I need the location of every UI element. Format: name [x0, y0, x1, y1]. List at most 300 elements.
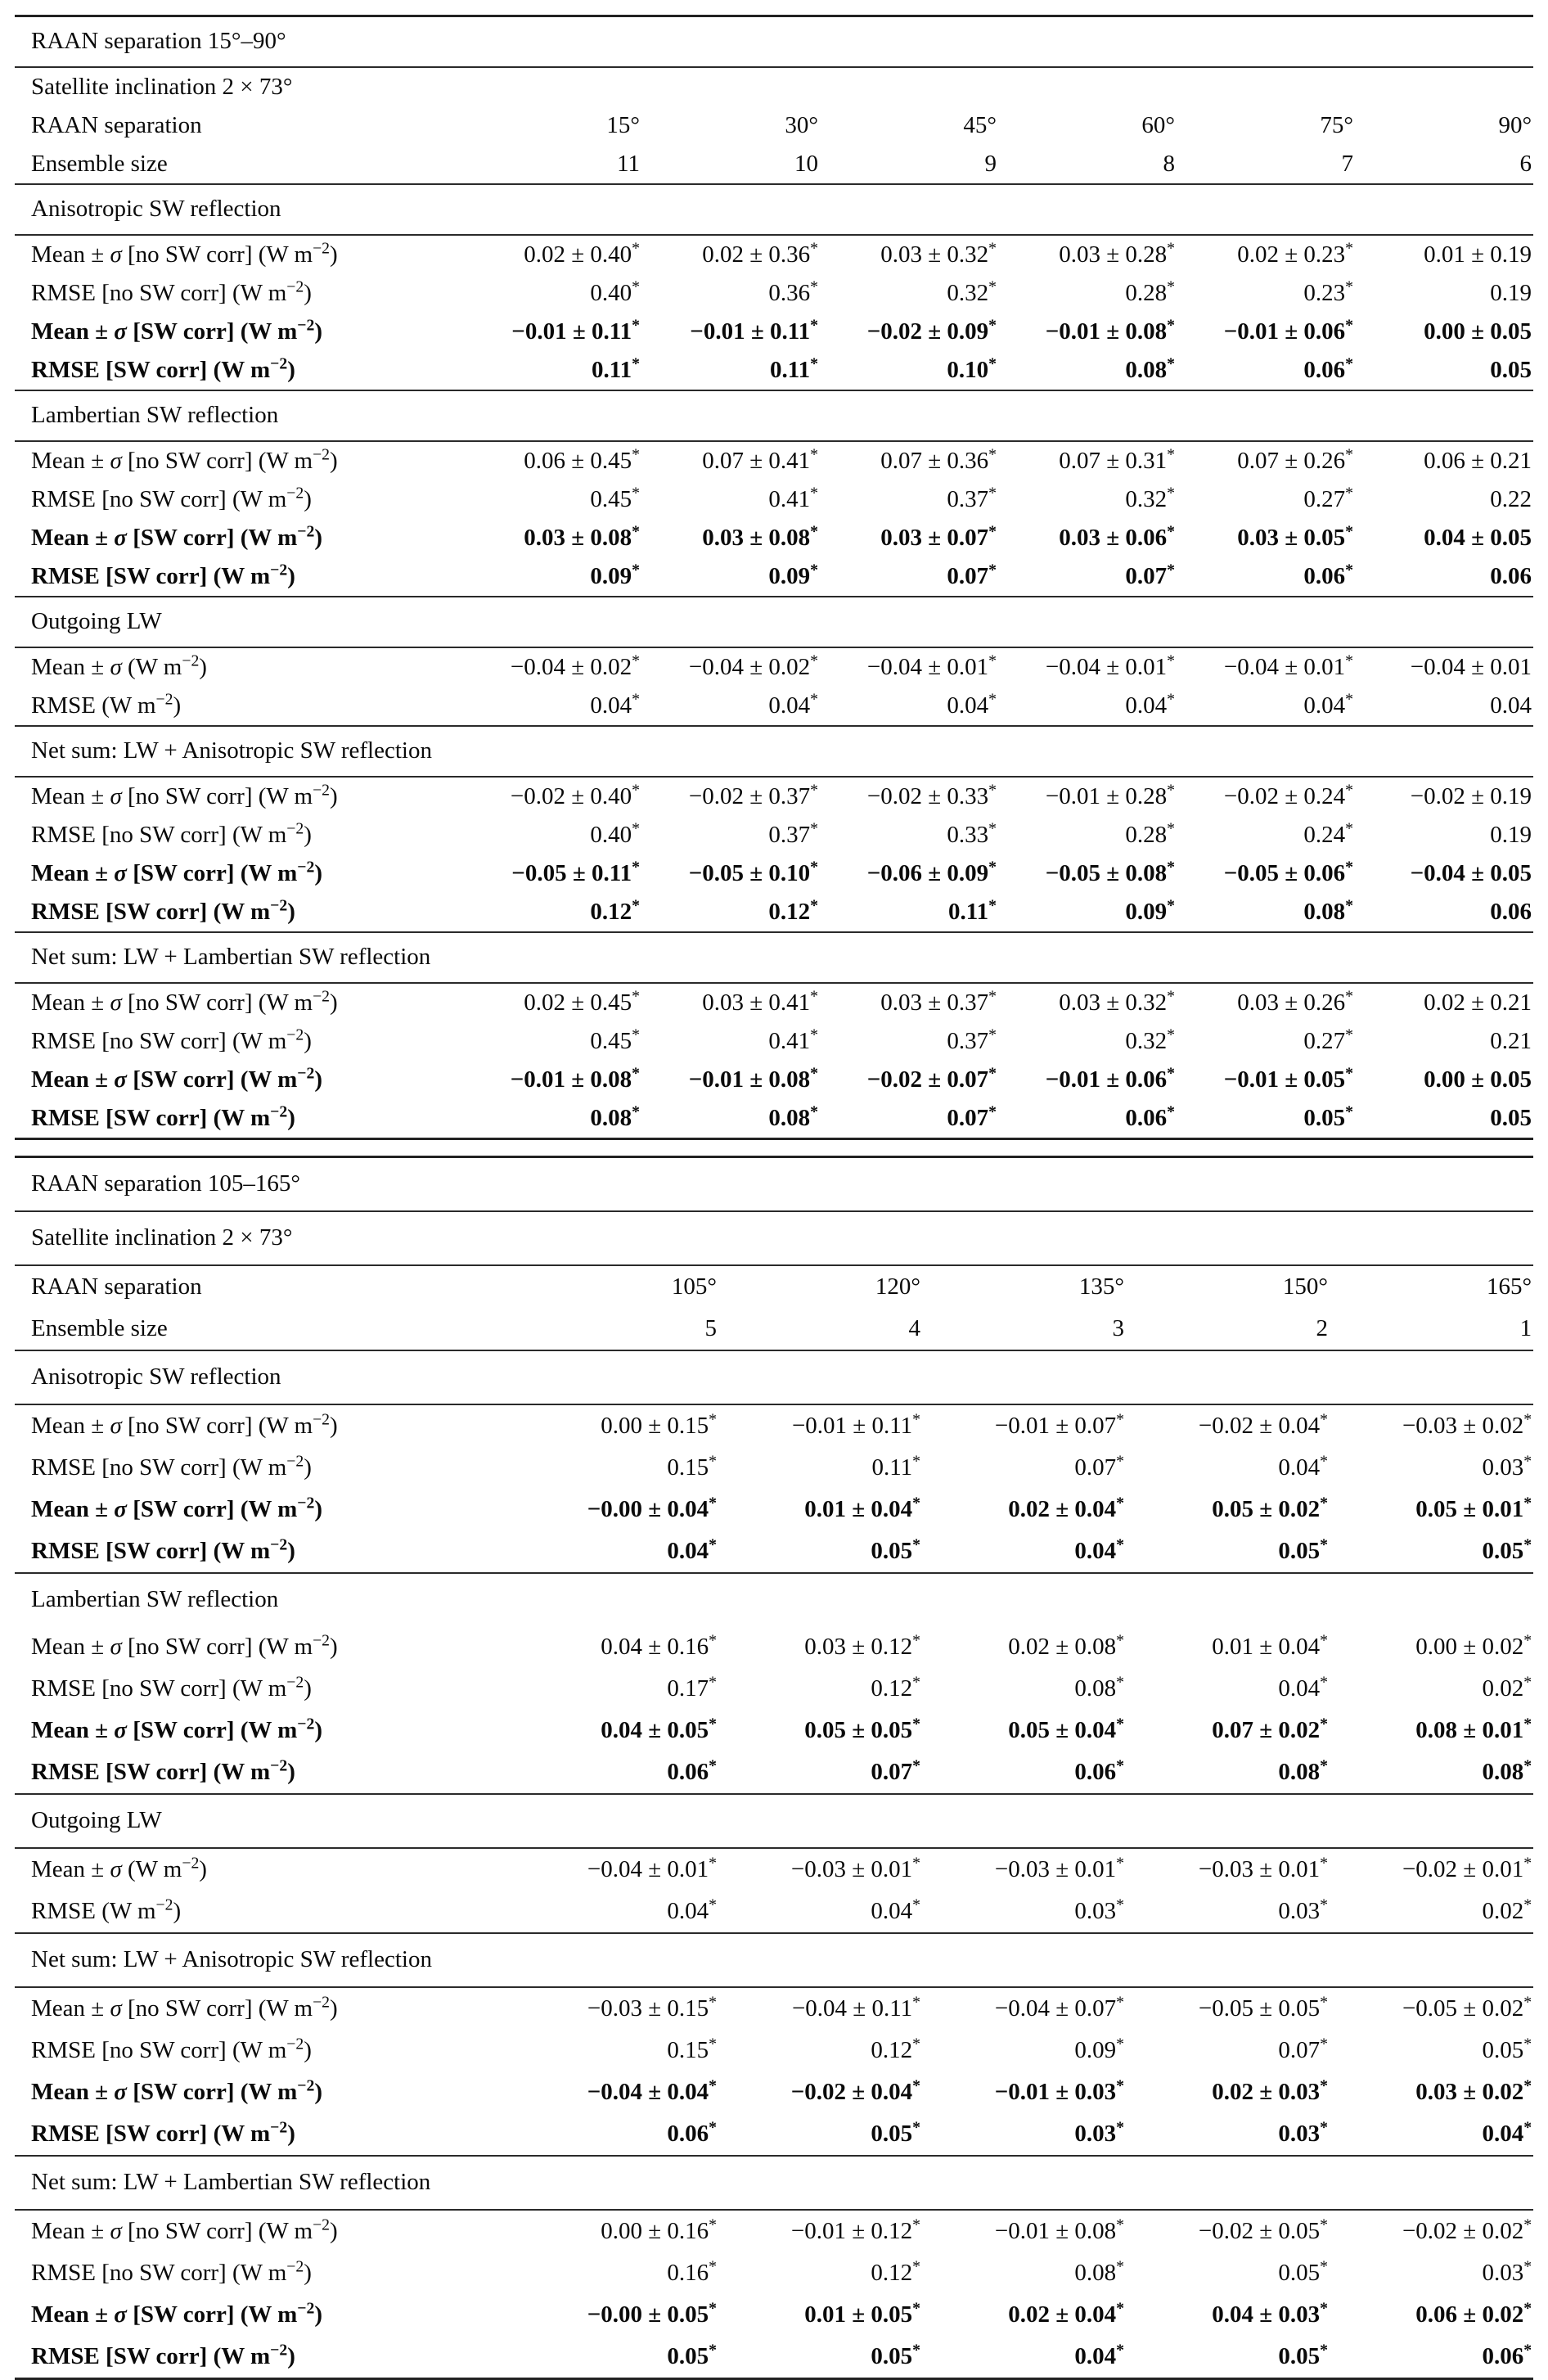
- significance-asterisk: *: [1116, 2341, 1124, 2360]
- value-cell: 0.33*: [947, 819, 997, 848]
- value-cell: 0.03 ± 0.05*: [1237, 522, 1353, 551]
- value-cell: 0.03*: [1482, 2257, 1532, 2286]
- significance-asterisk: *: [709, 1993, 717, 2012]
- significance-asterisk: *: [810, 819, 818, 838]
- value-cell: 0.19: [1490, 279, 1532, 306]
- value-cell: 0.02 ± 0.23*: [1177, 235, 1355, 274]
- superscript-exponent: −2: [313, 987, 331, 1006]
- significance-asterisk: *: [1345, 522, 1353, 541]
- value-cell: −0.01 ± 0.08*: [510, 1064, 640, 1093]
- value-cell: 0.04*: [1074, 2341, 1124, 2369]
- significance-asterisk: *: [1345, 858, 1353, 877]
- significance-asterisk: *: [709, 2215, 717, 2234]
- significance-asterisk: *: [1345, 896, 1353, 915]
- superscript-exponent: −2: [297, 1494, 315, 1512]
- significance-asterisk: *: [1116, 1854, 1124, 1873]
- value-cell: −0.01 ± 0.28*: [998, 777, 1177, 816]
- value-cell: −0.02 ± 0.04*: [1126, 1404, 1330, 1447]
- value-cell: −0.03 ± 0.01*: [1126, 1848, 1330, 1891]
- table-row: [15, 1308, 1533, 1350]
- table-row: [15, 647, 1533, 687]
- significance-asterisk: *: [912, 1854, 920, 1873]
- row-label: RMSE [SW corr] (W $m^{-2}$): [31, 1102, 295, 1131]
- value-cell: 0.03*: [1278, 1895, 1328, 1924]
- row-label: RMSE [no SW corr] (W $m^{-2}$): [31, 1673, 312, 1702]
- value-cell: 0.02 ± 0.40*: [463, 235, 641, 274]
- significance-asterisk: *: [1167, 896, 1175, 915]
- value-cell: 0.09*: [1125, 896, 1175, 925]
- significance-asterisk: *: [810, 354, 818, 373]
- table-row: [15, 2071, 1533, 2113]
- value-cell: 0.00 ± 0.16*: [515, 2210, 718, 2252]
- value-cell: 6: [1519, 150, 1532, 177]
- value-cell: 120°: [718, 1265, 922, 1308]
- value-cell: 0.04*: [1125, 690, 1175, 719]
- significance-asterisk: *: [1116, 2076, 1124, 2095]
- significance-asterisk: *: [988, 445, 997, 464]
- significance-asterisk: *: [1167, 354, 1175, 373]
- value-cell: −0.01 ± 0.11*: [690, 316, 818, 345]
- value-cell: 0.07*: [947, 1102, 997, 1131]
- significance-asterisk: *: [1320, 1756, 1328, 1775]
- row-label: Mean ± σ (W $m^{-2}$): [15, 1848, 515, 1891]
- value-cell: 0.04*: [590, 690, 640, 719]
- section-title: Anisotropic SW reflection: [15, 1350, 1533, 1404]
- sigma-symbol: σ: [110, 1995, 122, 2022]
- significance-asterisk: *: [1320, 2118, 1328, 2137]
- significance-asterisk: *: [709, 1535, 717, 1554]
- superscript-exponent: −2: [270, 354, 288, 373]
- superscript-exponent: −2: [297, 522, 315, 541]
- significance-asterisk: *: [810, 987, 818, 1006]
- value-cell: −0.00 ± 0.04*: [587, 1494, 717, 1522]
- value-cell: 0.03 ± 0.07*: [880, 522, 997, 551]
- significance-asterisk: *: [988, 354, 997, 373]
- value-cell: 0.27*: [1303, 484, 1353, 512]
- value-cell: −0.01 ± 0.11*: [718, 1404, 922, 1447]
- significance-asterisk: *: [632, 690, 640, 709]
- value-cell: 0.12*: [871, 2257, 920, 2286]
- significance-asterisk: *: [988, 1064, 997, 1083]
- value-cell: 0.03*: [1074, 1895, 1124, 1924]
- table-row: [15, 1530, 1533, 1573]
- value-cell: −0.05 ± 0.08*: [1045, 858, 1175, 886]
- significance-asterisk: *: [1523, 1535, 1532, 1554]
- value-cell: 0.03 ± 0.41*: [641, 983, 820, 1022]
- section-header-row: [15, 2156, 1533, 2210]
- significance-asterisk: *: [1523, 2118, 1532, 2137]
- value-cell: 135°: [922, 1265, 1126, 1308]
- significance-asterisk: *: [709, 1673, 717, 1692]
- value-cell: 0.08*: [590, 1102, 640, 1131]
- row-label: Mean ± σ [no SW corr] (W $m^{-2}$): [15, 983, 463, 1022]
- significance-asterisk: *: [1523, 2035, 1532, 2053]
- significance-asterisk: *: [912, 2341, 920, 2360]
- significance-asterisk: *: [912, 2215, 920, 2234]
- significance-asterisk: *: [912, 2118, 920, 2137]
- significance-asterisk: *: [1167, 484, 1175, 503]
- significance-asterisk: *: [988, 484, 997, 503]
- value-cell: 0.32*: [1125, 484, 1175, 512]
- value-cell: 0.32*: [1125, 1025, 1175, 1054]
- table-row: [15, 351, 1533, 390]
- section-title: Lambertian SW reflection: [15, 1573, 1533, 1626]
- value-cell: 0.15*: [667, 2035, 717, 2063]
- row-label: Ensemble size: [31, 1314, 168, 1341]
- value-cell: 0.04 ± 0.03*: [1212, 2299, 1328, 2328]
- value-cell: 0.12*: [590, 896, 640, 925]
- row-label: RMSE (W $m^{-2}$): [31, 1895, 182, 1924]
- row-label: Mean ± σ [no SW corr] (W $m^{-2}$): [15, 1987, 515, 2030]
- significance-asterisk: *: [988, 896, 997, 915]
- section-title: RAAN separation 15°–90°: [31, 28, 286, 55]
- superscript-exponent: −2: [155, 690, 173, 709]
- value-cell: 0.04*: [1074, 1535, 1124, 1564]
- value-cell: 0.07 ± 0.02*: [1212, 1715, 1328, 1743]
- significance-asterisk: *: [912, 1756, 920, 1775]
- significance-asterisk: *: [1116, 1993, 1124, 2012]
- table-row: [15, 1061, 1533, 1099]
- value-cell: 0.05 ± 0.02*: [1212, 1494, 1328, 1522]
- table-row: [15, 1626, 1533, 1668]
- value-cell: 0.12*: [871, 2035, 920, 2063]
- significance-asterisk: *: [709, 1895, 717, 1914]
- section-header-row: [15, 932, 1533, 983]
- significance-asterisk: *: [709, 2118, 717, 2137]
- significance-asterisk: *: [810, 1064, 818, 1083]
- value-cell: −0.02 ± 0.24*: [1177, 777, 1355, 816]
- value-cell: −0.04 ± 0.02*: [463, 647, 641, 687]
- value-cell: 60°: [1141, 111, 1175, 138]
- value-cell: 0.05*: [1303, 1102, 1353, 1131]
- table-row: [15, 235, 1533, 274]
- significance-asterisk: *: [912, 1410, 920, 1429]
- value-cell: 0.06*: [1303, 354, 1353, 383]
- value-cell: 9: [984, 150, 997, 177]
- significance-asterisk: *: [1320, 2035, 1328, 2053]
- value-cell: 0.28*: [1125, 277, 1175, 306]
- section-header-row: [15, 1157, 1533, 1212]
- section-header-row: [15, 1933, 1533, 1987]
- value-cell: 0.01 ± 0.05*: [804, 2299, 920, 2328]
- row-label: Mean ± σ [SW corr] (W $m^{-2}$): [31, 2076, 323, 2105]
- value-cell: 8: [1163, 150, 1175, 177]
- value-cell: 0.24*: [1303, 819, 1353, 848]
- section-title: Net sum: LW + Lambertian SW reflection: [15, 2156, 1533, 2210]
- significance-asterisk: *: [1345, 1064, 1353, 1083]
- sigma-symbol: σ: [114, 1495, 127, 1522]
- table-row: [15, 557, 1533, 597]
- significance-asterisk: *: [632, 896, 640, 915]
- significance-asterisk: *: [1320, 1452, 1328, 1471]
- value-cell: 0.03*: [1482, 1452, 1532, 1481]
- significance-asterisk: *: [709, 2257, 717, 2276]
- value-cell: 150°: [1126, 1265, 1330, 1308]
- significance-asterisk: *: [1116, 1535, 1124, 1554]
- value-cell: 0.06: [1490, 562, 1532, 589]
- value-cell: 0.05*: [1482, 1535, 1532, 1564]
- value-cell: 0.02*: [1482, 1895, 1532, 1924]
- value-cell: 0.40*: [590, 277, 640, 306]
- value-cell: 0.03 ± 0.32*: [820, 235, 998, 274]
- raan-separation-105-165-table-body: [15, 1157, 1533, 2379]
- value-cell: 0.05*: [1278, 2257, 1328, 2286]
- value-cell: −0.01 ± 0.05*: [1223, 1064, 1353, 1093]
- value-cell: 0.03 ± 0.12*: [804, 1631, 920, 1660]
- value-cell: 0.00 ± 0.05: [1424, 318, 1532, 345]
- value-cell: 0.07*: [1125, 561, 1175, 589]
- value-cell: 0.05*: [667, 2341, 717, 2369]
- superscript-exponent: −2: [313, 445, 331, 464]
- significance-asterisk: *: [1523, 1715, 1532, 1733]
- raan-separation-15-90-table-body: [15, 16, 1533, 1139]
- superscript-exponent: −2: [297, 1064, 315, 1083]
- superscript-exponent: −2: [286, 2035, 304, 2053]
- significance-asterisk: *: [912, 1993, 920, 2012]
- value-cell: −0.00 ± 0.05*: [587, 2299, 717, 2328]
- value-cell: 0.36*: [768, 277, 818, 306]
- significance-asterisk: *: [1523, 1756, 1532, 1775]
- value-cell: −0.01 ± 0.03*: [994, 2076, 1124, 2105]
- section-header-row: [15, 726, 1533, 777]
- significance-asterisk: *: [912, 2257, 920, 2276]
- row-label: RMSE [SW corr] (W $m^{-2}$): [31, 896, 295, 925]
- value-cell: 0.10*: [947, 354, 997, 383]
- section-title: Satellite inclination 2 × 73°: [15, 1211, 1533, 1265]
- section-header-row: [15, 1211, 1533, 1265]
- row-label: Mean ± σ [SW corr] (W $m^{-2}$): [31, 1064, 323, 1093]
- superscript-exponent: −2: [313, 1993, 331, 2012]
- value-cell: −0.02 ± 0.09*: [866, 316, 997, 345]
- significance-asterisk: *: [632, 561, 640, 579]
- value-cell: 0.41*: [768, 484, 818, 512]
- significance-asterisk: *: [1320, 2299, 1328, 2318]
- significance-asterisk: *: [1167, 987, 1175, 1006]
- row-label: Mean ± σ [no SW corr] (W $m^{-2}$): [15, 2210, 515, 2252]
- value-cell: 0.04*: [1278, 1673, 1328, 1702]
- row-label: Mean ± σ [no SW corr] (W $m^{-2}$): [15, 235, 463, 274]
- value-cell: 0.02*: [1482, 1673, 1532, 1702]
- significance-asterisk: *: [1320, 1673, 1328, 1692]
- section-title: Anisotropic SW reflection: [15, 184, 1533, 235]
- significance-asterisk: *: [1345, 1102, 1353, 1121]
- row-label: RMSE [SW corr] (W $m^{-2}$): [31, 1535, 295, 1564]
- table-row: [15, 313, 1533, 351]
- row-label: RAAN separation: [15, 1265, 515, 1308]
- significance-asterisk: *: [709, 2299, 717, 2318]
- value-cell: −0.01 ± 0.08*: [1045, 316, 1175, 345]
- significance-asterisk: *: [988, 690, 997, 709]
- superscript-exponent: −2: [297, 858, 315, 877]
- value-cell: 0.02 ± 0.04*: [1008, 1494, 1124, 1522]
- significance-asterisk: *: [810, 484, 818, 503]
- row-label: Mean ± σ [SW corr] (W $m^{-2}$): [31, 858, 323, 886]
- significance-asterisk: *: [1116, 2215, 1124, 2234]
- value-cell: 0.11*: [871, 1452, 920, 1481]
- value-cell: −0.06 ± 0.09*: [866, 858, 997, 886]
- table-row: [15, 2336, 1533, 2379]
- value-cell: 0.07*: [1278, 2035, 1328, 2063]
- row-label: Mean ± σ [no SW corr] (W $m^{-2}$): [31, 1631, 338, 1660]
- value-cell: 0.41*: [768, 1025, 818, 1054]
- value-cell: 0.21: [1490, 1027, 1532, 1054]
- value-cell: 0.08*: [768, 1102, 818, 1131]
- significance-asterisk: *: [1320, 1715, 1328, 1733]
- sigma-symbol: σ: [110, 1855, 122, 1882]
- value-cell: 0.16*: [667, 2257, 717, 2286]
- table-row: [15, 1489, 1533, 1530]
- significance-asterisk: *: [1320, 1895, 1328, 1914]
- significance-asterisk: *: [1345, 561, 1353, 579]
- significance-asterisk: *: [988, 561, 997, 579]
- value-cell: 0.27*: [1303, 1025, 1353, 1054]
- value-cell: 0.07*: [871, 1756, 920, 1785]
- significance-asterisk: *: [988, 651, 997, 670]
- table-row: [15, 983, 1533, 1022]
- significance-asterisk: *: [709, 2076, 717, 2095]
- row-label: RMSE [no SW corr] (W $m^{-2}$): [31, 819, 312, 848]
- significance-asterisk: *: [1320, 1631, 1328, 1650]
- significance-asterisk: *: [988, 781, 997, 800]
- significance-asterisk: *: [810, 781, 818, 800]
- value-cell: 0.19: [1490, 821, 1532, 848]
- value-cell: 0.08*: [1074, 2257, 1124, 2286]
- value-cell: 0.05: [1490, 1104, 1532, 1131]
- value-cell: 0.08*: [1482, 1756, 1532, 1785]
- superscript-exponent: −2: [313, 781, 331, 800]
- significance-asterisk: *: [632, 819, 640, 838]
- value-cell: 0.05*: [1278, 1535, 1328, 1564]
- significance-asterisk: *: [709, 1410, 717, 1429]
- sigma-symbol: σ: [110, 447, 122, 474]
- significance-asterisk: *: [1167, 316, 1175, 335]
- value-cell: 0.02 ± 0.08*: [1008, 1631, 1124, 1660]
- row-label: RMSE [no SW corr] (W $m^{-2}$): [31, 1452, 312, 1481]
- value-cell: 0.04*: [1278, 1452, 1328, 1481]
- significance-asterisk: *: [1523, 2299, 1532, 2318]
- section-header-row: [15, 1350, 1533, 1404]
- table-row: [15, 67, 1533, 106]
- superscript-exponent: −2: [286, 277, 304, 296]
- significance-asterisk: *: [709, 1631, 717, 1650]
- value-cell: −0.04 ± 0.04*: [587, 2076, 717, 2105]
- value-cell: 0.11*: [947, 896, 997, 925]
- significance-asterisk: *: [709, 1715, 717, 1733]
- sigma-symbol: σ: [110, 653, 122, 680]
- value-cell: 0.11*: [591, 354, 640, 383]
- row-label: RMSE [SW corr] (W $m^{-2}$): [31, 561, 295, 589]
- value-cell: 0.45*: [590, 484, 640, 512]
- significance-asterisk: *: [1320, 2076, 1328, 2095]
- row-label: Mean ± σ [no SW corr] (W $m^{-2}$): [15, 441, 463, 480]
- significance-asterisk: *: [709, 1452, 717, 1471]
- significance-asterisk: *: [810, 277, 818, 296]
- value-cell: 0.28*: [1125, 819, 1175, 848]
- significance-asterisk: *: [632, 651, 640, 670]
- value-cell: 15°: [606, 111, 640, 138]
- value-cell: −0.02 ± 0.33*: [820, 777, 998, 816]
- significance-asterisk: *: [912, 1494, 920, 1512]
- significance-asterisk: *: [912, 1631, 920, 1650]
- value-cell: 0.04: [1490, 692, 1532, 719]
- significance-asterisk: *: [810, 445, 818, 464]
- table-row: [15, 2294, 1533, 2336]
- value-cell: −0.02 ± 0.04*: [790, 2076, 920, 2105]
- row-label: RMSE [no SW corr] (W $m^{-2}$): [31, 2035, 312, 2063]
- significance-asterisk: *: [1345, 987, 1353, 1006]
- superscript-exponent: −2: [155, 1895, 173, 1914]
- sigma-symbol: σ: [110, 2217, 122, 2244]
- section-title: Outgoing LW: [15, 1794, 1533, 1848]
- table-row: [15, 1022, 1533, 1061]
- significance-asterisk: *: [1523, 1631, 1532, 1650]
- significance-asterisk: *: [1345, 651, 1353, 670]
- significance-asterisk: *: [988, 1025, 997, 1044]
- value-cell: 0.05*: [871, 2341, 920, 2369]
- sigma-symbol: σ: [110, 241, 122, 268]
- significance-asterisk: *: [988, 819, 997, 838]
- value-cell: 0.04*: [947, 690, 997, 719]
- value-cell: 0.00 ± 0.15*: [515, 1404, 718, 1447]
- value-cell: 0.37*: [768, 819, 818, 848]
- section-title: Net sum: LW + Anisotropic SW reflection: [15, 726, 1533, 777]
- significance-asterisk: *: [709, 1494, 717, 1512]
- significance-asterisk: *: [1320, 1854, 1328, 1873]
- significance-asterisk: *: [1523, 2341, 1532, 2360]
- table-row: [15, 777, 1533, 816]
- value-cell: 90°: [1498, 111, 1532, 138]
- significance-asterisk: *: [632, 445, 640, 464]
- significance-asterisk: *: [810, 522, 818, 541]
- value-cell: −0.02 ± 0.37*: [641, 777, 820, 816]
- significance-asterisk: *: [1320, 2341, 1328, 2360]
- value-cell: −0.01 ± 0.11*: [511, 316, 640, 345]
- superscript-exponent: −2: [286, 2257, 304, 2276]
- value-cell: 0.06: [1490, 898, 1532, 925]
- significance-asterisk: *: [912, 1673, 920, 1692]
- significance-asterisk: *: [1167, 858, 1175, 877]
- significance-asterisk: *: [1167, 781, 1175, 800]
- superscript-exponent: −2: [313, 1631, 331, 1650]
- value-cell: −0.04 ± 0.11*: [718, 1987, 922, 2030]
- raan-separation-15-90-table: [15, 15, 1533, 1140]
- value-cell: −0.04 ± 0.01*: [998, 647, 1177, 687]
- table-row: [15, 106, 1533, 145]
- value-cell: 0.06*: [1303, 561, 1353, 589]
- value-cell: 0.03 ± 0.26*: [1177, 983, 1355, 1022]
- value-cell: −0.03 ± 0.15*: [515, 1987, 718, 2030]
- superscript-exponent: −2: [270, 561, 288, 579]
- value-cell: 0.22: [1490, 485, 1532, 512]
- superscript-exponent: −2: [270, 1535, 288, 1554]
- value-cell: 105°: [515, 1265, 718, 1308]
- significance-asterisk: *: [1523, 2215, 1532, 2234]
- significance-asterisk: *: [1320, 1494, 1328, 1512]
- value-cell: −0.04 ± 0.05: [1410, 859, 1532, 886]
- value-cell: 0.07*: [947, 561, 997, 589]
- significance-asterisk: *: [709, 1854, 717, 1873]
- value-cell: 0.03 ± 0.28*: [998, 235, 1177, 274]
- significance-asterisk: *: [1116, 1715, 1124, 1733]
- value-cell: 0.08*: [1125, 354, 1175, 383]
- value-cell: −0.02 ± 0.01*: [1330, 1848, 1533, 1891]
- value-cell: 0.08*: [1278, 1756, 1328, 1785]
- significance-asterisk: *: [1116, 1756, 1124, 1775]
- value-cell: −0.01 ± 0.12*: [718, 2210, 922, 2252]
- superscript-exponent: −2: [297, 2299, 315, 2318]
- value-cell: 0.40*: [590, 819, 640, 848]
- value-cell: 5: [704, 1314, 717, 1341]
